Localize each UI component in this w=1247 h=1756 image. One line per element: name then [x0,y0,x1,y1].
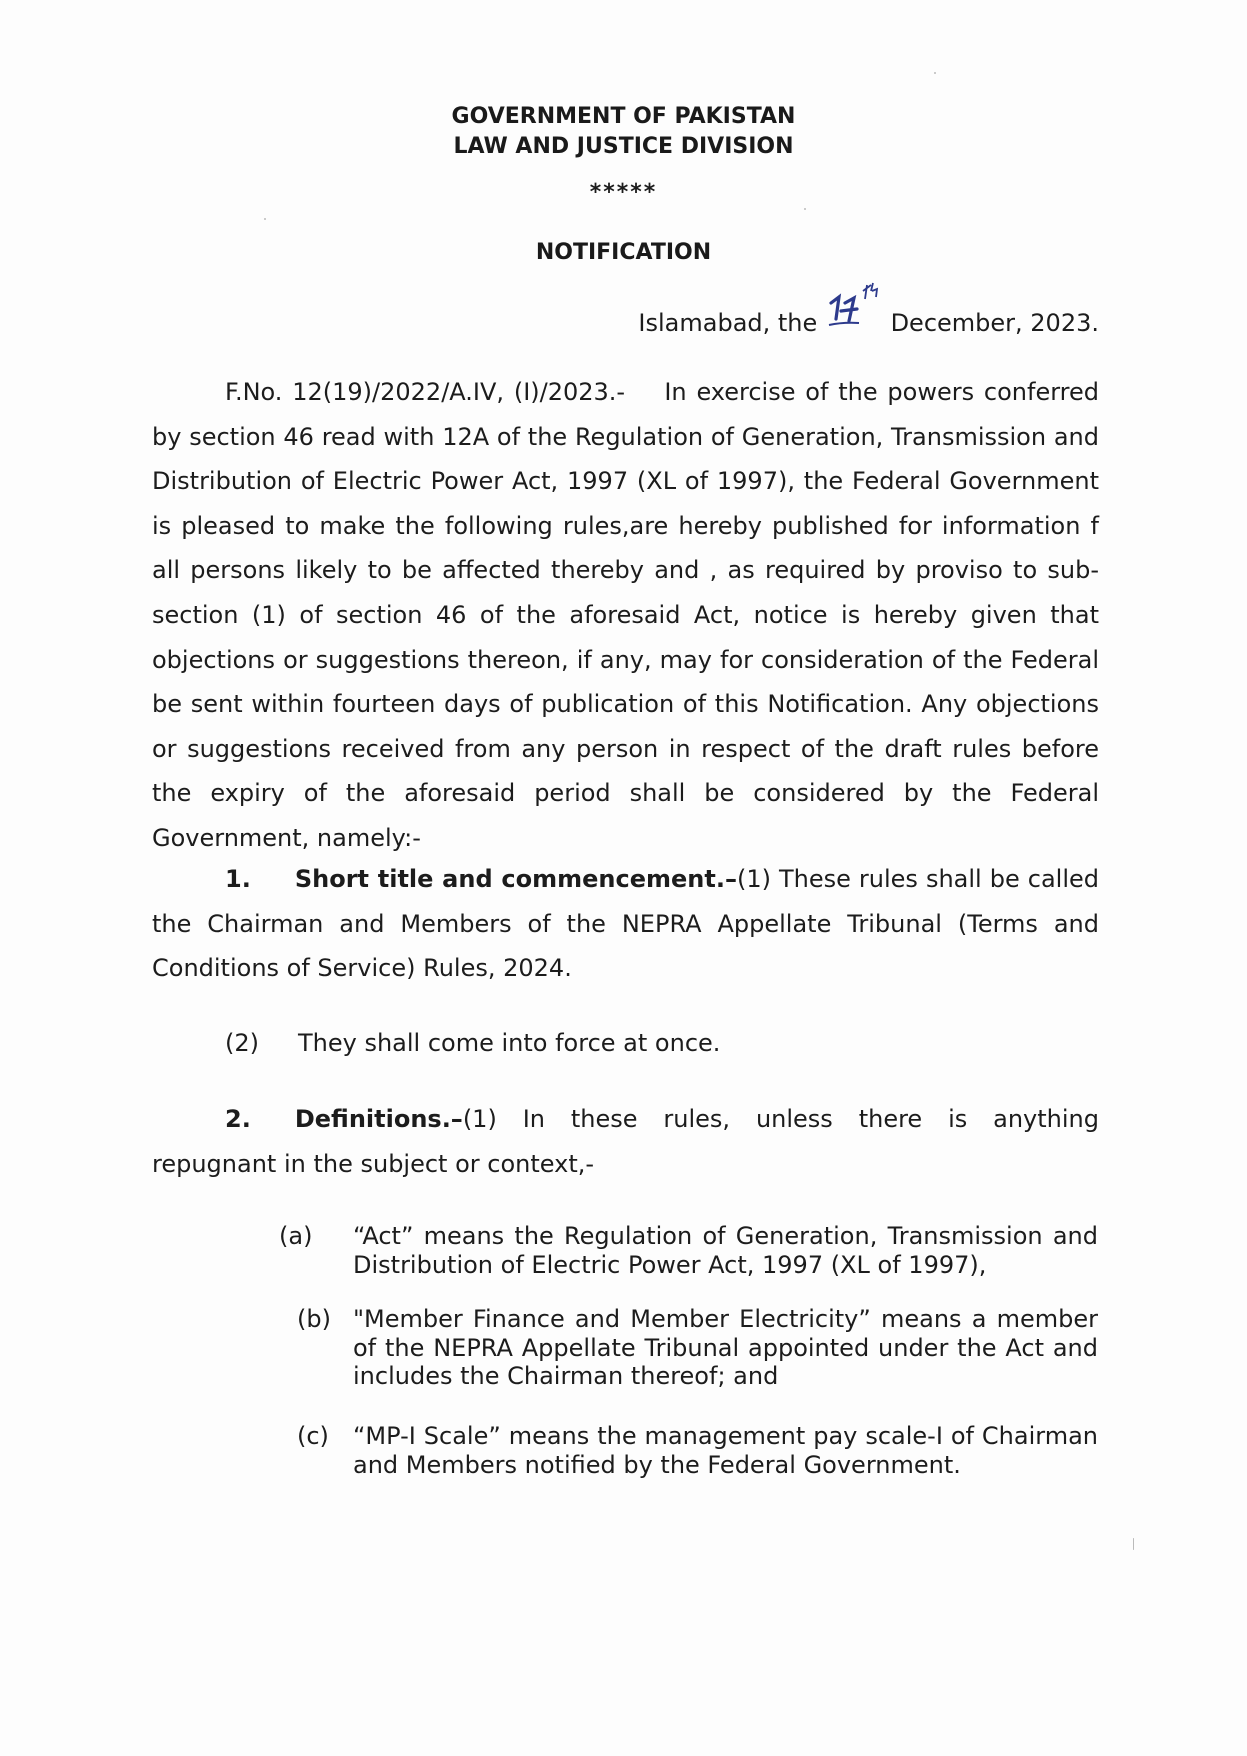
rule-1-number: 1. [225,865,251,893]
clause-a-label: (a) [279,1222,313,1250]
rule-2-number: 2. [225,1105,251,1133]
scan-speck [934,72,936,74]
clause-c-label: (c) [297,1422,329,1450]
header-division: LAW AND JUSTICE DIVISION [453,134,794,159]
clause-c [297,1422,1098,1479]
rule-1-subrule-2 [152,1026,1099,1060]
notification-title: NOTIFICATION [535,240,712,265]
clause-a-text: “Act” means the Regulation of Generation, Transmission and Distribution of Electric Power Act, 1997 (XL of 1997), [353,1222,1098,1279]
rule-2-heading: Definitions.– [294,1105,463,1133]
scan-speck [1133,1538,1134,1550]
clause-b [297,1305,1098,1391]
dateline-suffix: December, 2023. [890,309,1099,337]
rule-1-heading: Short title and commencement.– [294,865,737,893]
header-government: GOVERNMENT OF PAKISTAN [451,104,796,129]
dateline-prefix: Islamabad, the [638,309,818,337]
letterhead [0,102,1247,162]
stars-separator: ***** [589,180,658,205]
subrule-2-label: (2) [225,1029,259,1057]
subrule-2-text: They shall come into force at once. [298,1029,721,1057]
clause-a [279,1222,1098,1279]
clause-b-text: "Member Finance and Member Electricity” means a member of the NEPRA Appellate Tribunal appointed under the Act and includes the Chairman thereof; and [353,1305,1098,1390]
handwritten-day-signature [825,307,883,331]
dateline [638,306,1099,340]
preamble-paragraph [152,370,1099,861]
rule-2 [152,1097,1099,1186]
preamble-text: In exercise of the powers conferred by section 46 read with 12A of the Regulation of Generation, Transmission and Distribution of Electric Power Act, 1997 (XL of 1997), the Federal Government is pleased to make the following rules,are hereby published for information f all persons likely to be affected thereby and , as required by proviso to sub-section (1) of section 46 of the aforesaid Act, notice is hereby given that objections or suggestions thereon, if any, may for consideration of the Federal be sent within fourteen days of publication of this Notification. Any objections or suggestions received from any person in respect of the draft rules before the expiry of the aforesaid period shall be considered by the Federal Government, namely:- [152,378,1100,852]
rule-2-text: (1) In these rules, unless there is anything repugnant in the subject or context,- [152,1105,1099,1178]
clause-c-text: “MP-I Scale” means the management pay scale-I of Chairman and Members notified by the Federal Government. [353,1422,1098,1479]
rule-1 [152,857,1099,991]
scan-speck [804,208,806,210]
scan-speck [264,218,266,220]
rule-1-text: (1) These rules shall be called the Chairman and Members of the NEPRA Appellate Tribunal (Terms and Conditions of Service) Rules, 2024. [152,865,1099,983]
clause-b-label: (b) [297,1305,331,1333]
file-reference: F.No. 12(19)/2022/A.IV, (I)/2023.- [225,378,626,406]
